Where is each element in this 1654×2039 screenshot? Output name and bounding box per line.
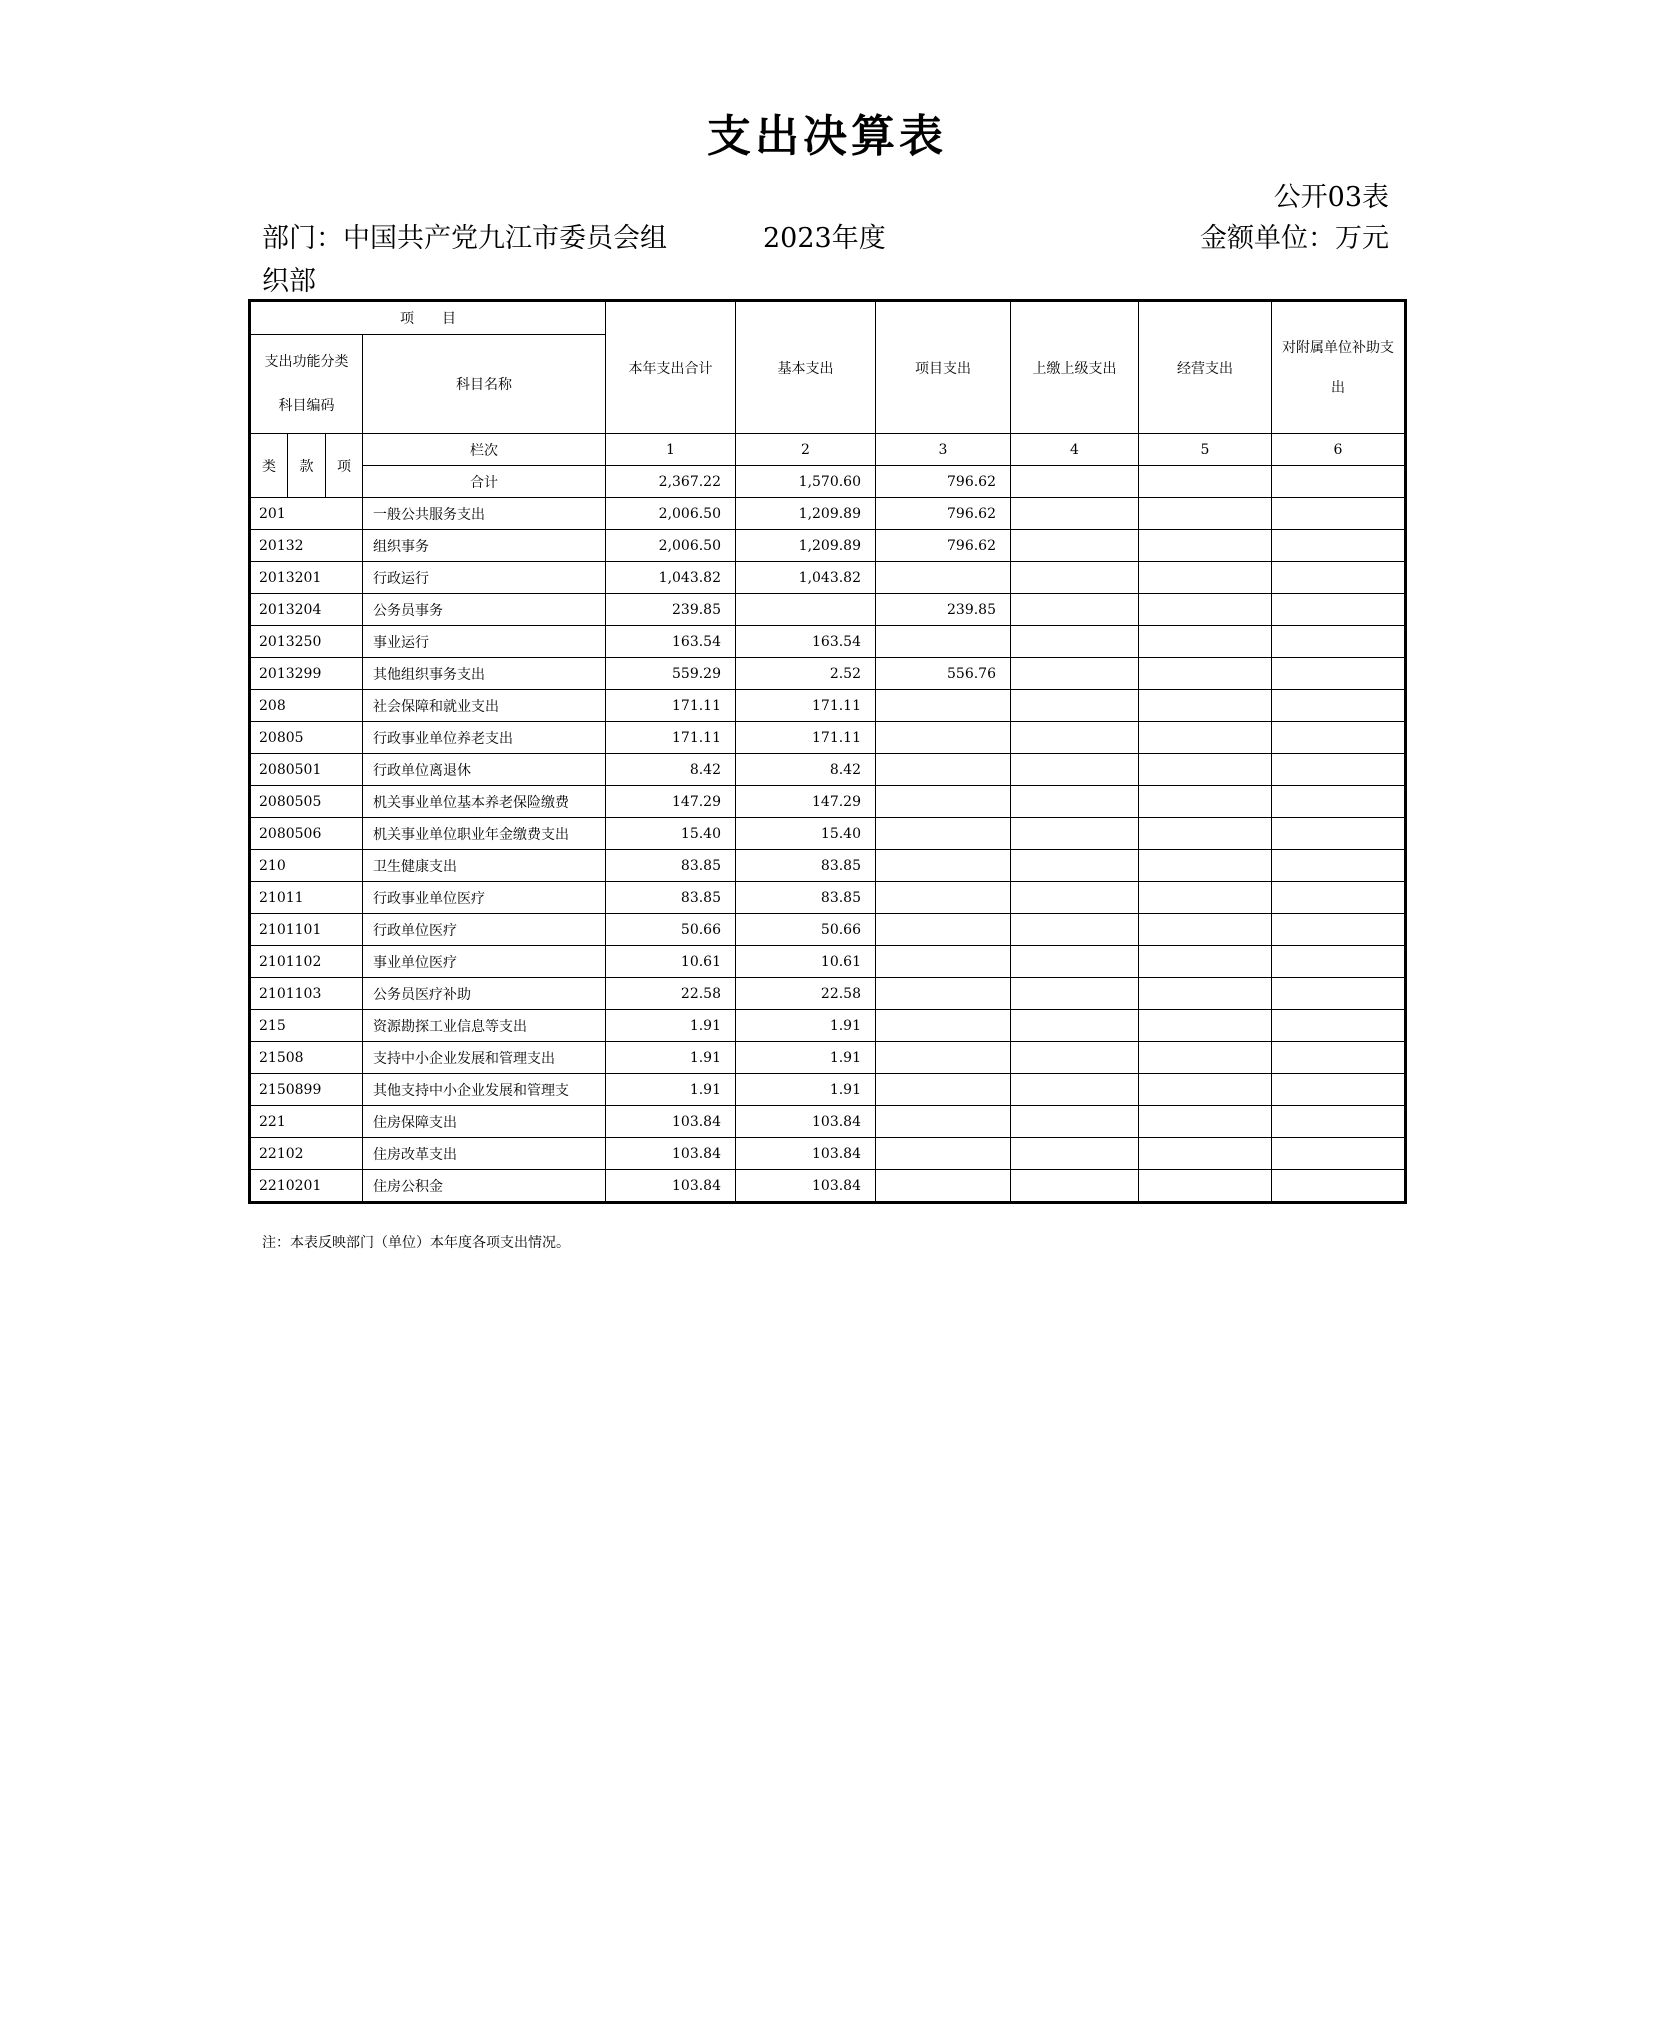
business-cell — [1139, 978, 1272, 1010]
code-cell: 2101103 — [250, 978, 363, 1010]
header-business: 经营支出 — [1139, 301, 1272, 434]
name-cell: 组织事务 — [363, 530, 606, 562]
table-row — [250, 786, 1406, 818]
upper-cell — [1011, 658, 1139, 690]
upper-cell — [1011, 946, 1139, 978]
code-cell: 2101101 — [250, 914, 363, 946]
business-cell — [1139, 914, 1272, 946]
col-index-1: 1 — [606, 434, 736, 466]
code-cell: 2013299 — [250, 658, 363, 690]
basic-cell: 2.52 — [736, 658, 876, 690]
business-cell — [1139, 498, 1272, 530]
project-cell — [876, 978, 1011, 1010]
upper-cell — [1011, 754, 1139, 786]
col-index-3: 3 — [876, 434, 1011, 466]
project-cell — [876, 562, 1011, 594]
basic-cell: 1.91 — [736, 1042, 876, 1074]
name-cell: 行政单位离退休 — [363, 754, 606, 786]
subsidy-cell — [1272, 498, 1406, 530]
table-row — [250, 1010, 1406, 1042]
upper-cell — [1011, 690, 1139, 722]
basic-cell: 163.54 — [736, 626, 876, 658]
code-cell: 20132 — [250, 530, 363, 562]
project-cell — [876, 882, 1011, 914]
upper-cell — [1011, 818, 1139, 850]
subsidy-cell — [1272, 786, 1406, 818]
total-cell: 559.29 — [606, 658, 736, 690]
basic-cell — [736, 594, 876, 626]
project-cell: 796.62 — [876, 466, 1011, 498]
code-cell: 208 — [250, 690, 363, 722]
table-row — [250, 978, 1406, 1010]
name-cell: 机关事业单位基本养老保险缴费 — [363, 786, 606, 818]
business-cell — [1139, 562, 1272, 594]
name-cell: 公务员事务 — [363, 594, 606, 626]
header-item: 项 目 — [250, 301, 606, 335]
name-cell: 卫生健康支出 — [363, 850, 606, 882]
business-cell — [1139, 722, 1272, 754]
name-cell: 其他支持中小企业发展和管理支 — [363, 1074, 606, 1106]
subsidy-cell — [1272, 1074, 1406, 1106]
subsidy-cell — [1272, 914, 1406, 946]
project-cell — [876, 818, 1011, 850]
name-cell: 事业运行 — [363, 626, 606, 658]
total-cell: 15.40 — [606, 818, 736, 850]
header-lei: 类 — [250, 434, 288, 498]
total-cell: 171.11 — [606, 690, 736, 722]
project-cell — [876, 946, 1011, 978]
subsidy-cell — [1272, 562, 1406, 594]
header-kuan: 款 — [288, 434, 326, 498]
total-row — [250, 466, 1406, 498]
project-cell: 796.62 — [876, 530, 1011, 562]
code-cell: 210 — [250, 850, 363, 882]
upper-cell — [1011, 530, 1139, 562]
upper-cell — [1011, 1074, 1139, 1106]
upper-cell — [1011, 786, 1139, 818]
total-cell: 22.58 — [606, 978, 736, 1010]
table-row — [250, 1170, 1406, 1203]
code-cell: 201 — [250, 498, 363, 530]
subsidy-cell — [1272, 818, 1406, 850]
basic-cell: 171.11 — [736, 722, 876, 754]
business-cell — [1139, 658, 1272, 690]
header-code-label: 支出功能分类科目编码 — [264, 354, 349, 414]
code-cell: 2013250 — [250, 626, 363, 658]
header-xiang: 项 — [326, 434, 363, 498]
name-cell: 事业单位医疗 — [363, 946, 606, 978]
header-code — [250, 335, 363, 434]
col-index-5: 5 — [1139, 434, 1272, 466]
table-row — [250, 658, 1406, 690]
table-row — [250, 882, 1406, 914]
header-lanci: 栏次 — [363, 434, 606, 466]
name-cell: 行政事业单位养老支出 — [363, 722, 606, 754]
amount-unit: 金额单位：万元 — [1200, 223, 1389, 254]
table-row — [250, 914, 1406, 946]
project-cell — [876, 786, 1011, 818]
subsidy-cell — [1272, 530, 1406, 562]
basic-cell: 103.84 — [736, 1138, 876, 1170]
business-cell — [1139, 1106, 1272, 1138]
subsidy-cell — [1272, 882, 1406, 914]
business-cell — [1139, 1170, 1272, 1203]
basic-cell: 83.85 — [736, 850, 876, 882]
code-cell: 20805 — [250, 722, 363, 754]
upper-cell — [1011, 1042, 1139, 1074]
table-row — [250, 594, 1406, 626]
code-cell: 2080505 — [250, 786, 363, 818]
basic-cell: 22.58 — [736, 978, 876, 1010]
page-title: 支出决算表 — [707, 111, 947, 162]
subsidy-cell — [1272, 690, 1406, 722]
basic-cell: 1,209.89 — [736, 530, 876, 562]
form-number: 公开03表 — [1273, 182, 1389, 213]
basic-cell: 8.42 — [736, 754, 876, 786]
table-row — [250, 946, 1406, 978]
subsidy-cell — [1272, 1106, 1406, 1138]
upper-cell — [1011, 498, 1139, 530]
business-cell — [1139, 1042, 1272, 1074]
upper-cell — [1011, 882, 1139, 914]
subsidy-cell — [1272, 722, 1406, 754]
project-cell — [876, 1138, 1011, 1170]
table-row — [250, 818, 1406, 850]
basic-cell: 10.61 — [736, 946, 876, 978]
name-cell: 资源勘探工业信息等支出 — [363, 1010, 606, 1042]
code-cell: 2210201 — [250, 1170, 363, 1203]
total-cell: 1.91 — [606, 1042, 736, 1074]
business-cell — [1139, 818, 1272, 850]
basic-cell: 1,209.89 — [736, 498, 876, 530]
upper-cell — [1011, 1170, 1139, 1203]
project-cell — [876, 1042, 1011, 1074]
business-cell — [1139, 882, 1272, 914]
total-cell: 103.84 — [606, 1170, 736, 1203]
upper-cell — [1011, 626, 1139, 658]
subsidy-cell — [1272, 946, 1406, 978]
upper-cell — [1011, 850, 1139, 882]
business-cell — [1139, 850, 1272, 882]
name-cell: 其他组织事务支出 — [363, 658, 606, 690]
project-cell — [876, 914, 1011, 946]
name-cell: 一般公共服务支出 — [363, 498, 606, 530]
subsidy-cell — [1272, 1042, 1406, 1074]
table-row — [250, 754, 1406, 786]
basic-cell: 83.85 — [736, 882, 876, 914]
code-cell: 2101102 — [250, 946, 363, 978]
project-cell — [876, 1106, 1011, 1138]
total-cell: 163.54 — [606, 626, 736, 658]
fiscal-year: 2023年度 — [763, 223, 886, 254]
name-cell: 行政运行 — [363, 562, 606, 594]
subsidy-cell — [1272, 978, 1406, 1010]
upper-cell — [1011, 914, 1139, 946]
business-cell — [1139, 594, 1272, 626]
business-cell — [1139, 1010, 1272, 1042]
business-cell — [1139, 530, 1272, 562]
business-cell — [1139, 1138, 1272, 1170]
project-cell — [876, 1010, 1011, 1042]
total-cell: 8.42 — [606, 754, 736, 786]
basic-cell: 1.91 — [736, 1074, 876, 1106]
project-cell: 239.85 — [876, 594, 1011, 626]
upper-cell — [1011, 594, 1139, 626]
basic-cell: 147.29 — [736, 786, 876, 818]
basic-cell: 50.66 — [736, 914, 876, 946]
subsidy-cell — [1272, 466, 1406, 498]
subsidy-cell — [1272, 1138, 1406, 1170]
upper-cell — [1011, 1138, 1139, 1170]
name-cell: 行政事业单位医疗 — [363, 882, 606, 914]
total-cell: 1.91 — [606, 1074, 736, 1106]
business-cell — [1139, 786, 1272, 818]
header-subsidy — [1272, 301, 1406, 434]
business-cell — [1139, 466, 1272, 498]
col-index-4: 4 — [1011, 434, 1139, 466]
upper-cell — [1011, 978, 1139, 1010]
project-cell — [876, 690, 1011, 722]
table-row — [250, 530, 1406, 562]
basic-cell: 103.84 — [736, 1106, 876, 1138]
name-cell: 机关事业单位职业年金缴费支出 — [363, 818, 606, 850]
total-cell: 1.91 — [606, 1010, 736, 1042]
project-cell — [876, 850, 1011, 882]
table-row — [250, 626, 1406, 658]
upper-cell — [1011, 1010, 1139, 1042]
basic-cell: 1.91 — [736, 1010, 876, 1042]
total-cell: 83.85 — [606, 882, 736, 914]
project-cell — [876, 1074, 1011, 1106]
subsidy-cell — [1272, 1170, 1406, 1203]
business-cell — [1139, 754, 1272, 786]
business-cell — [1139, 1074, 1272, 1106]
upper-cell — [1011, 466, 1139, 498]
name-cell: 住房公积金 — [363, 1170, 606, 1203]
total-cell: 1,043.82 — [606, 562, 736, 594]
name-cell: 公务员医疗补助 — [363, 978, 606, 1010]
header-basic: 基本支出 — [736, 301, 876, 434]
project-cell — [876, 626, 1011, 658]
name-cell: 住房保障支出 — [363, 1106, 606, 1138]
table-note: 注：本表反映部门（单位）本年度各项支出情况。 — [262, 1235, 570, 1251]
code-cell: 2080506 — [250, 818, 363, 850]
code-cell: 2013201 — [250, 562, 363, 594]
table-row — [250, 1106, 1406, 1138]
code-cell: 2150899 — [250, 1074, 363, 1106]
project-cell — [876, 722, 1011, 754]
code-cell: 2013204 — [250, 594, 363, 626]
code-cell: 21508 — [250, 1042, 363, 1074]
total-cell: 147.29 — [606, 786, 736, 818]
header-project: 项目支出 — [876, 301, 1011, 434]
header-total: 本年支出合计 — [606, 301, 736, 434]
table-row — [250, 722, 1406, 754]
total-cell: 10.61 — [606, 946, 736, 978]
name-cell: 社会保障和就业支出 — [363, 690, 606, 722]
code-cell: 2080501 — [250, 754, 363, 786]
header-upper: 上缴上级支出 — [1011, 301, 1139, 434]
basic-cell: 171.11 — [736, 690, 876, 722]
subsidy-cell — [1272, 850, 1406, 882]
upper-cell — [1011, 1106, 1139, 1138]
business-cell — [1139, 626, 1272, 658]
basic-cell: 1,570.60 — [736, 466, 876, 498]
total-cell: 239.85 — [606, 594, 736, 626]
code-cell: 215 — [250, 1010, 363, 1042]
table-row — [250, 1042, 1406, 1074]
total-cell: 2,367.22 — [606, 466, 736, 498]
col-index-6: 6 — [1272, 434, 1406, 466]
table-row — [250, 498, 1406, 530]
expenditure-table — [248, 299, 1407, 1204]
header-subsidy-label: 对附属单位补助支出 — [1282, 339, 1394, 396]
subsidy-cell — [1272, 754, 1406, 786]
total-cell: 50.66 — [606, 914, 736, 946]
project-cell: 556.76 — [876, 658, 1011, 690]
table-row — [250, 690, 1406, 722]
total-cell: 103.84 — [606, 1106, 736, 1138]
col-index-2: 2 — [736, 434, 876, 466]
basic-cell: 103.84 — [736, 1170, 876, 1203]
business-cell — [1139, 946, 1272, 978]
subsidy-cell — [1272, 658, 1406, 690]
subsidy-cell — [1272, 1010, 1406, 1042]
project-cell: 796.62 — [876, 498, 1011, 530]
header-name: 科目名称 — [363, 335, 606, 434]
table-row — [250, 562, 1406, 594]
name-cell: 行政单位医疗 — [363, 914, 606, 946]
total-label: 合计 — [363, 466, 606, 498]
department-label: 部门：中国共产党九江市委员会组织部 — [262, 223, 667, 297]
total-cell: 2,006.50 — [606, 530, 736, 562]
total-cell: 83.85 — [606, 850, 736, 882]
table-row — [250, 850, 1406, 882]
total-cell: 2,006.50 — [606, 498, 736, 530]
code-cell: 221 — [250, 1106, 363, 1138]
project-cell — [876, 754, 1011, 786]
basic-cell: 15.40 — [736, 818, 876, 850]
code-cell: 21011 — [250, 882, 363, 914]
basic-cell: 1,043.82 — [736, 562, 876, 594]
name-cell: 住房改革支出 — [363, 1138, 606, 1170]
code-cell: 22102 — [250, 1138, 363, 1170]
project-cell — [876, 1170, 1011, 1203]
upper-cell — [1011, 562, 1139, 594]
table-row — [250, 1138, 1406, 1170]
subsidy-cell — [1272, 594, 1406, 626]
upper-cell — [1011, 722, 1139, 754]
business-cell — [1139, 690, 1272, 722]
name-cell: 支持中小企业发展和管理支出 — [363, 1042, 606, 1074]
total-cell: 171.11 — [606, 722, 736, 754]
subsidy-cell — [1272, 626, 1406, 658]
total-cell: 103.84 — [606, 1138, 736, 1170]
table-row — [250, 1074, 1406, 1106]
